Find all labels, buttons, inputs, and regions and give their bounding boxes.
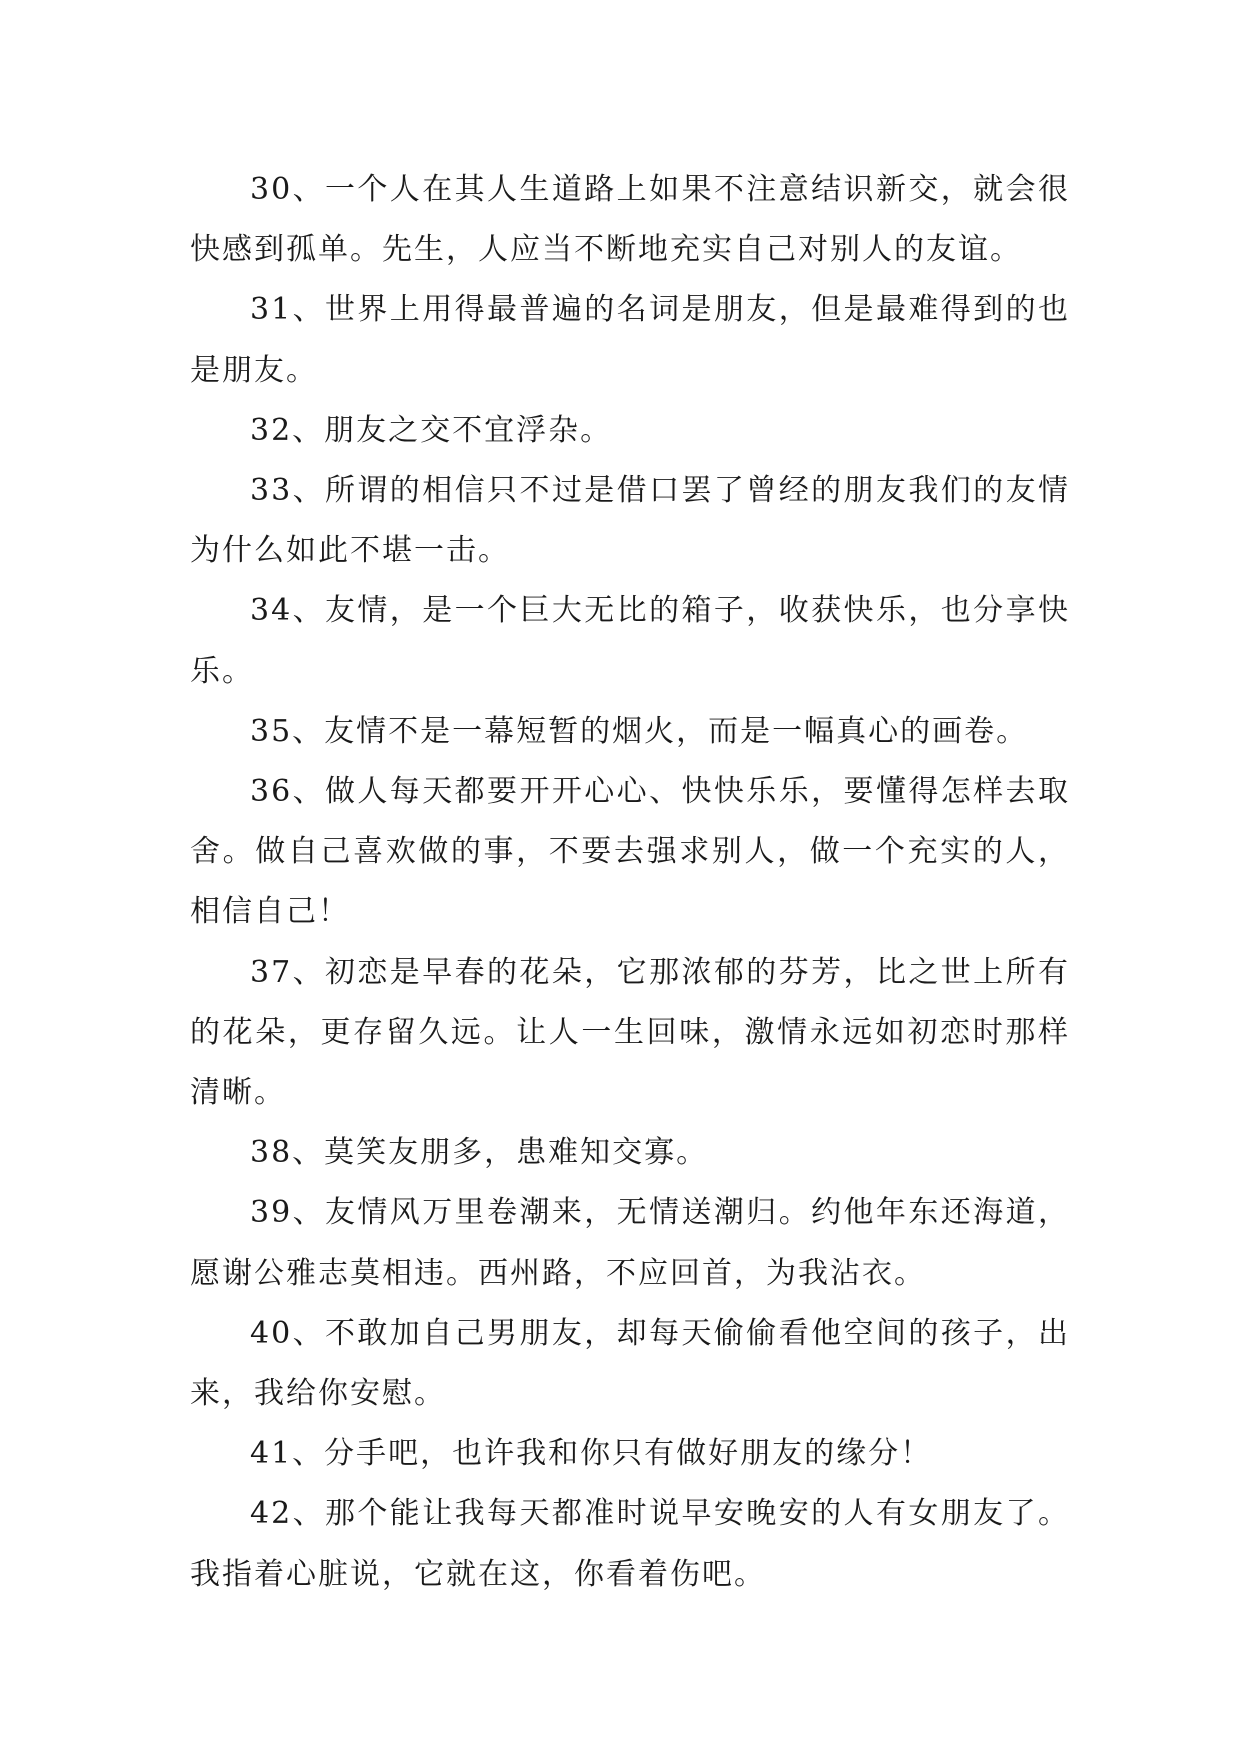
paragraph-30: 30、一个人在其人生道路上如果不注意结识新交，就会很快感到孤单。先生，人应当不断地充实自己对别人的友谊。 [190,172,1070,268]
paragraph-37: 37、初恋是早春的花朵，它那浓郁的芬芳，比之世上所有的花朵，更存留久远。让人一生回味，激情永远如初恋时那样清晰。 [190,954,1070,1111]
paragraph-35: 35、友情不是一幕短暂的烟火，而是一幅真心的画卷。 [250,713,1029,749]
paragraph-36: 36、做人每天都要开开心心、快快乐乐，要懂得怎样去取舍。做自己喜欢做的事，不要去强求别人，做一个充实的人，相信自己！ [190,774,1070,930]
paragraph-39: 39、友情风万里卷潮来，无情送潮归。约他年东还海道，愿谢公雅志莫相违。西州路，不应回首，为我沾衣。 [190,1195,1070,1291]
paragraph-33: 33、所谓的相信只不过是借口罢了曾经的朋友我们的友情为什么如此不堪一击。 [190,473,1070,569]
paragraph-41: 41、分手吧，也许我和你只有做好朋友的缘分！ [250,1436,933,1472]
paragraph-31: 31、世界上用得最普遍的名词是朋友，但是最难得到的也是朋友。 [190,292,1070,388]
paragraph-38: 38、莫笑友朋多，患难知交寡。 [250,1135,709,1171]
paragraph-32: 32、朋友之交不宜浮杂。 [250,412,613,448]
paragraph-34: 34、友情，是一个巨大无比的箱子，收获快乐，也分享快乐。 [190,593,1070,689]
paragraph-40: 40、不敢加自己男朋友，却每天偷偷看他空间的孩子，出来，我给你安慰。 [190,1315,1070,1412]
paragraph-42: 42、那个能让我每天都准时说早安晚安的人有女朋友了。我指着心脏说，它就在这，你看着伤吧。 [190,1496,1070,1592]
document-body [190,160,1070,1605]
